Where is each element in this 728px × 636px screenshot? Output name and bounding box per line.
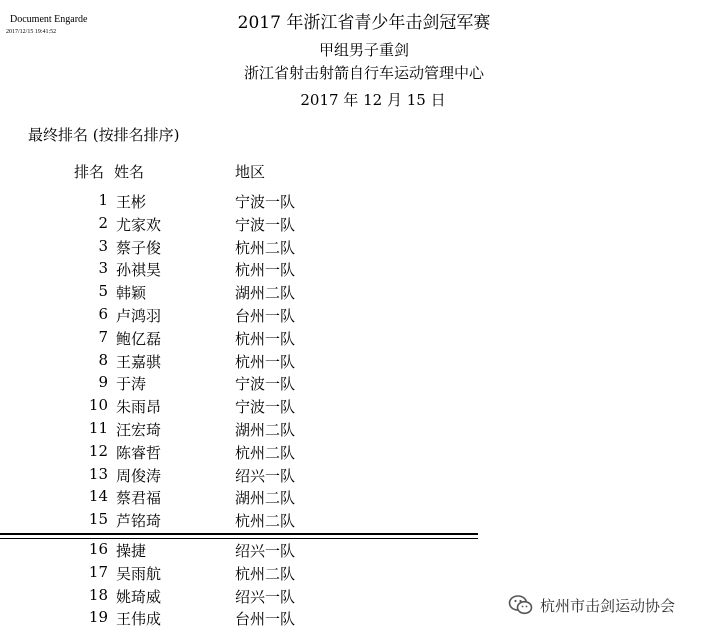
- table-row: [0, 465, 728, 488]
- table-row: [0, 328, 728, 351]
- name-cell: 蔡君福: [116, 489, 162, 508]
- rank-cell: 3: [98, 259, 108, 278]
- watermark: [508, 592, 675, 618]
- column-header-rank: 排名: [74, 163, 105, 181]
- name-cell: 操捷: [116, 542, 147, 560]
- table-row: [0, 214, 728, 237]
- table-row: [0, 396, 728, 419]
- name-cell: 朱雨昂: [116, 398, 162, 417]
- name-cell: 蔡子俊: [116, 238, 162, 257]
- column-header-region: 地区: [235, 163, 266, 181]
- region-cell: 杭州一队: [235, 261, 296, 280]
- name-cell: 陈睿哲: [116, 443, 162, 462]
- name-cell: 姚琦威: [116, 587, 162, 606]
- wechat-icon: [508, 592, 534, 618]
- table-row: [0, 487, 728, 510]
- name-cell: 尤家欢: [116, 215, 162, 234]
- region-cell: 绍兴一队: [235, 587, 296, 606]
- table-divider: [0, 538, 478, 539]
- region-cell: 杭州二队: [235, 443, 296, 462]
- region-cell: 杭州一队: [235, 352, 296, 371]
- region-cell: 台州一队: [235, 610, 296, 629]
- rank-cell: 17: [88, 562, 108, 581]
- region-cell: 湖州二队: [235, 489, 296, 508]
- event-subtitle: 甲组男子重剑: [318, 41, 409, 59]
- document-source-label: Document Engarde: [10, 14, 88, 25]
- name-cell: 汪宏琦: [116, 421, 162, 439]
- rank-cell: 12: [88, 441, 108, 460]
- rank-cell: 10: [88, 396, 108, 415]
- name-cell: 鲍亿磊: [116, 329, 162, 348]
- name-cell: 于涛: [116, 375, 147, 394]
- table-row: [0, 419, 728, 442]
- document-timestamp: 2017/12/15 19:41:52: [6, 29, 57, 35]
- name-cell: 孙祺昊: [116, 261, 162, 280]
- rank-cell: 15: [88, 510, 108, 529]
- rank-cell: 2: [98, 213, 108, 232]
- organizer-subtitle: 浙江省射击射箭自行车运动管理中心: [243, 64, 484, 82]
- rank-cell: 7: [98, 327, 108, 346]
- table-row: [0, 282, 728, 305]
- table-row: [0, 191, 728, 214]
- section-title: 最终排名 (按排名排序): [28, 126, 180, 144]
- name-cell: 韩颖: [116, 284, 147, 303]
- table-row: [0, 510, 728, 533]
- table-row: [0, 540, 728, 563]
- name-cell: 芦铭琦: [116, 512, 162, 531]
- rank-cell: 14: [88, 487, 108, 506]
- region-cell: 杭州一队: [235, 329, 296, 348]
- rank-cell: 6: [98, 305, 108, 323]
- region-cell: 杭州二队: [235, 564, 296, 583]
- table-row: [0, 237, 728, 260]
- rank-cell: 1: [98, 191, 108, 209]
- rank-cell: 5: [98, 282, 108, 301]
- table-row: [0, 563, 728, 586]
- region-cell: 宁波一队: [235, 215, 296, 234]
- rank-cell: 9: [98, 373, 108, 392]
- region-cell: 湖州二队: [235, 284, 296, 303]
- rank-cell: 8: [98, 350, 108, 369]
- name-cell: 王嘉骐: [116, 352, 162, 371]
- rank-cell: 18: [88, 585, 108, 604]
- rank-cell: 3: [98, 236, 108, 255]
- region-cell: 宁波一队: [235, 193, 296, 211]
- name-cell: 王彬: [116, 193, 147, 211]
- region-cell: 绍兴一队: [235, 466, 296, 485]
- column-header-name: 姓名: [114, 163, 145, 181]
- page-title: 2017 年浙江省青少年击剑冠军赛: [237, 13, 491, 33]
- table-row: [0, 373, 728, 396]
- rank-cell: 19: [88, 608, 108, 627]
- watermark-text: 杭州市击剑运动协会: [540, 596, 676, 615]
- region-cell: 绍兴一队: [235, 542, 296, 560]
- rank-cell: 11: [88, 419, 108, 437]
- rank-cell: 13: [88, 464, 108, 483]
- name-cell: 周俊涛: [116, 466, 162, 485]
- region-cell: 宁波一队: [235, 375, 296, 394]
- region-cell: 台州一队: [235, 307, 296, 325]
- region-cell: 宁波一队: [235, 398, 296, 417]
- table-divider: [0, 533, 478, 535]
- table-row: [0, 305, 728, 328]
- table-row: [0, 259, 728, 282]
- name-cell: 卢鸿羽: [116, 307, 162, 325]
- rank-cell: 16: [88, 540, 108, 558]
- event-date: 2017 年 12 月 15 日: [300, 91, 446, 109]
- table-row: [0, 351, 728, 374]
- region-cell: 杭州二队: [235, 238, 296, 257]
- name-cell: 王伟成: [116, 610, 162, 629]
- name-cell: 吴雨航: [116, 564, 162, 583]
- table-row: [0, 442, 728, 465]
- region-cell: 湖州二队: [235, 421, 296, 439]
- region-cell: 杭州二队: [235, 512, 296, 531]
